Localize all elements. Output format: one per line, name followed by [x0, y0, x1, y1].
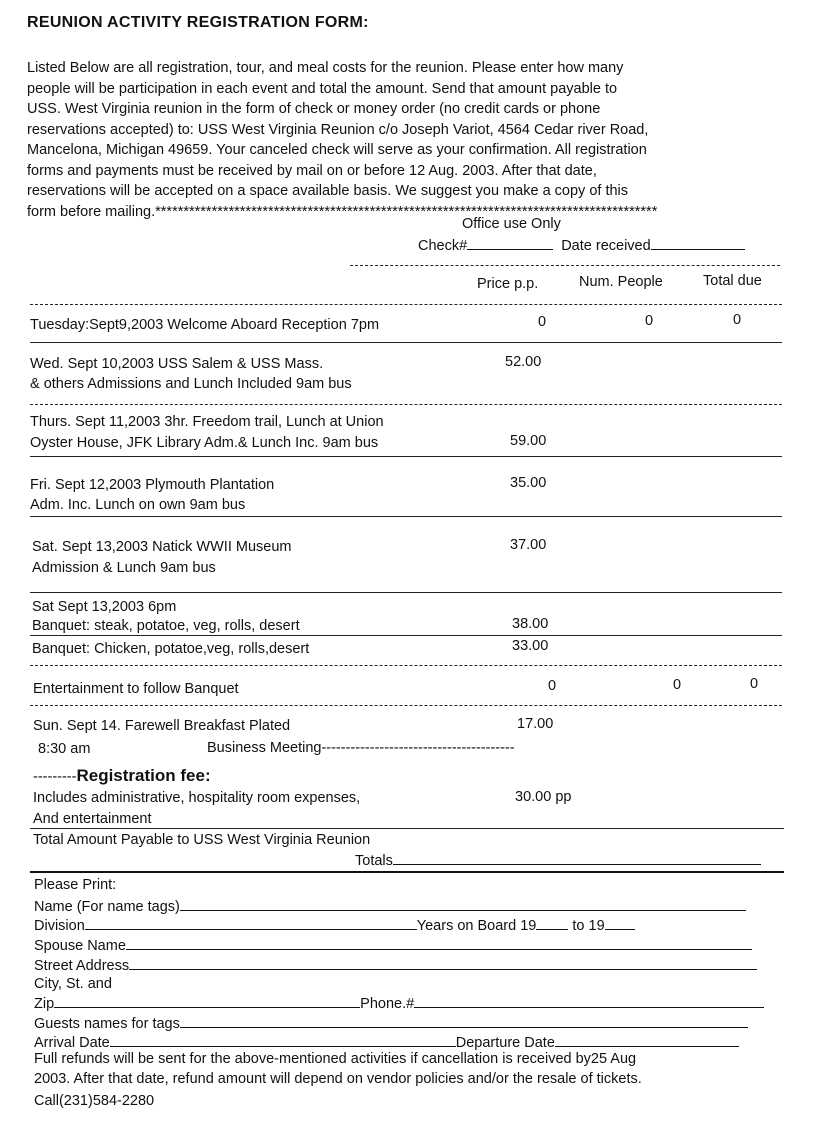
total-column-header: Total due	[703, 273, 762, 289]
arrival-label: Arrival Date	[34, 1035, 110, 1051]
activity-description: Tuesday:Sept9,2003 Welcome Aboard Reception 7pm	[30, 317, 380, 333]
divider	[30, 871, 784, 873]
activity-price: 33.00	[512, 638, 549, 654]
activity-description: Thurs. Sept 11,2003 3hr. Freedom trail, Lunch at Union	[30, 414, 384, 430]
zip-field[interactable]	[54, 994, 360, 1008]
divider	[30, 342, 782, 343]
activity-price: 38.00	[512, 616, 549, 632]
intro-line: form before mailing.*****************************************************************************************	[27, 203, 658, 220]
phone-label: Phone.#	[360, 996, 415, 1012]
dates-row	[34, 1033, 739, 1052]
years-to-label: to 19	[572, 918, 605, 934]
totals-row	[355, 851, 761, 870]
please-print-label: Please Print:	[34, 877, 117, 893]
divider	[30, 828, 784, 829]
zip-row	[34, 994, 764, 1013]
intro-line: forms and payments must be received by mail on or before 12 Aug. 2003. After that date,	[27, 162, 597, 179]
activity-description-line2: Admission & Lunch 9am bus	[32, 560, 216, 576]
activity-price: 0	[548, 678, 557, 694]
intro-line: Mancelona, Michigan 49659. Your canceled check will serve as your confirmation. All registration	[27, 142, 647, 158]
check-label: Check#	[418, 238, 468, 254]
price-column-header: Price p.p.	[477, 276, 539, 292]
activity-people: 0	[673, 677, 682, 693]
spouse-field[interactable]	[126, 936, 752, 950]
zip-label: Zip	[34, 996, 55, 1012]
people-column-header: Num. People	[579, 274, 663, 290]
activity-description-line2: Banquet: steak, potatoe, veg, rolls, desert	[32, 618, 300, 634]
activity-people: 0	[645, 313, 654, 329]
activity-description: Entertainment to follow Banquet	[33, 681, 239, 697]
intro-line: reservations accepted) to: USS West Virginia Reunion c/o Joseph Variot, 4564 Cedar river Road,	[27, 121, 649, 138]
intro-line: reservations will be accepted on a space available basis. We suggest you make a copy of this	[27, 183, 629, 199]
activity-price: 35.00	[510, 475, 547, 491]
division-field[interactable]	[85, 916, 417, 930]
name-label: Name (For name tags)	[34, 899, 180, 915]
registration-fee-label: Registration fee:	[76, 766, 211, 785]
intro-line: people will be participation in each event and total the amount. Send that amount payable to	[27, 80, 618, 97]
years-to-field[interactable]	[605, 916, 635, 930]
registration-description: Includes administrative, hospitality room expenses,	[33, 790, 361, 806]
spouse-row	[34, 936, 752, 955]
street-label: Street Address	[34, 958, 130, 974]
intro-paragraph	[27, 58, 787, 222]
divider	[350, 265, 780, 266]
guests-label: Guests names for tags	[34, 1016, 180, 1032]
refund-line: 2003. After that date, refund amount will depend on vendor policies and/or the resale of tickets.	[34, 1071, 642, 1087]
office-check-row	[418, 236, 745, 255]
divider	[30, 705, 782, 706]
activity-description-line2: Adm. Inc. Lunch on own 9am bus	[30, 497, 246, 513]
name-field[interactable]	[180, 897, 746, 911]
departure-label: Departure Date	[455, 1035, 555, 1051]
years-label: Years on Board 19	[416, 918, 537, 934]
guests-row	[34, 1014, 748, 1033]
division-row	[34, 916, 635, 935]
divider	[30, 304, 782, 305]
divider	[30, 665, 782, 666]
departure-field[interactable]	[555, 1033, 739, 1047]
activity-description-line2: Oyster House, JFK Library Adm.& Lunch Inc. 9am bus	[30, 435, 379, 451]
office-use-heading: Office use Only	[462, 216, 561, 232]
activity-price: 59.00	[510, 433, 547, 449]
business-meeting-note: Business Meeting----------------------------------------	[207, 740, 515, 756]
divider	[30, 592, 782, 593]
divider	[30, 404, 782, 405]
registration-price: 30.00 pp	[515, 789, 572, 805]
activity-price: 0	[538, 314, 547, 330]
street-field[interactable]	[129, 956, 757, 970]
activity-description: Sat Sept 13,2003 6pm	[32, 599, 177, 615]
divider	[30, 456, 782, 457]
activity-description: Banquet: Chicken, potatoe,veg, rolls,desert	[32, 641, 310, 657]
activity-total: 0	[733, 312, 742, 328]
intro-line: USS. West Virginia reunion in the form of check or money order (no credit cards or phone	[27, 101, 601, 117]
activity-price: 17.00	[517, 716, 554, 732]
intro-line: Listed Below are all registration, tour, and meal costs for the reunion. Please enter how many	[27, 60, 624, 76]
activity-description-line2: & others Admissions and Lunch Included 9am bus	[30, 376, 352, 392]
divider	[30, 635, 782, 636]
activity-description: Sat. Sept 13,2003 Natick WWII Museum	[32, 539, 292, 555]
date-received-label: Date received	[561, 238, 651, 254]
check-number-field[interactable]	[467, 236, 553, 250]
activity-price: 37.00	[510, 537, 547, 553]
spouse-label: Spouse Name	[34, 938, 126, 954]
phone-field[interactable]	[414, 994, 764, 1008]
call-phone: Call(231)584-2280	[34, 1093, 155, 1109]
activity-description-line2: 8:30 am	[38, 741, 91, 757]
activity-description: Sun. Sept 14. Farewell Breakfast Plated	[33, 718, 291, 734]
activity-description: Wed. Sept 10,2003 USS Salem & USS Mass.	[30, 356, 324, 372]
activity-price: 52.00	[505, 354, 542, 370]
form-title: REUNION ACTIVITY REGISTRATION FORM:	[27, 14, 369, 31]
registration-fee-heading	[33, 766, 211, 786]
refund-line: Full refunds will be sent for the above-mentioned activities if cancellation is received by25 Aug	[34, 1051, 637, 1067]
name-row	[34, 897, 746, 916]
registration-prefix: ---------	[33, 769, 77, 785]
guests-field[interactable]	[180, 1014, 748, 1028]
years-from-field[interactable]	[536, 916, 568, 930]
street-row	[34, 956, 757, 975]
totals-field[interactable]	[393, 851, 761, 865]
division-label: Division	[34, 918, 85, 934]
activity-total: 0	[750, 676, 759, 692]
activity-description: Fri. Sept 12,2003 Plymouth Plantation	[30, 477, 275, 493]
arrival-field[interactable]	[110, 1033, 456, 1047]
registration-description-line2: And entertainment	[33, 811, 152, 827]
divider	[30, 516, 782, 517]
totals-label: Totals	[355, 853, 393, 869]
city-label: City, St. and	[34, 976, 112, 992]
date-received-field[interactable]	[651, 236, 745, 250]
total-payable-label: Total Amount Payable to USS West Virginia Reunion	[33, 832, 371, 848]
